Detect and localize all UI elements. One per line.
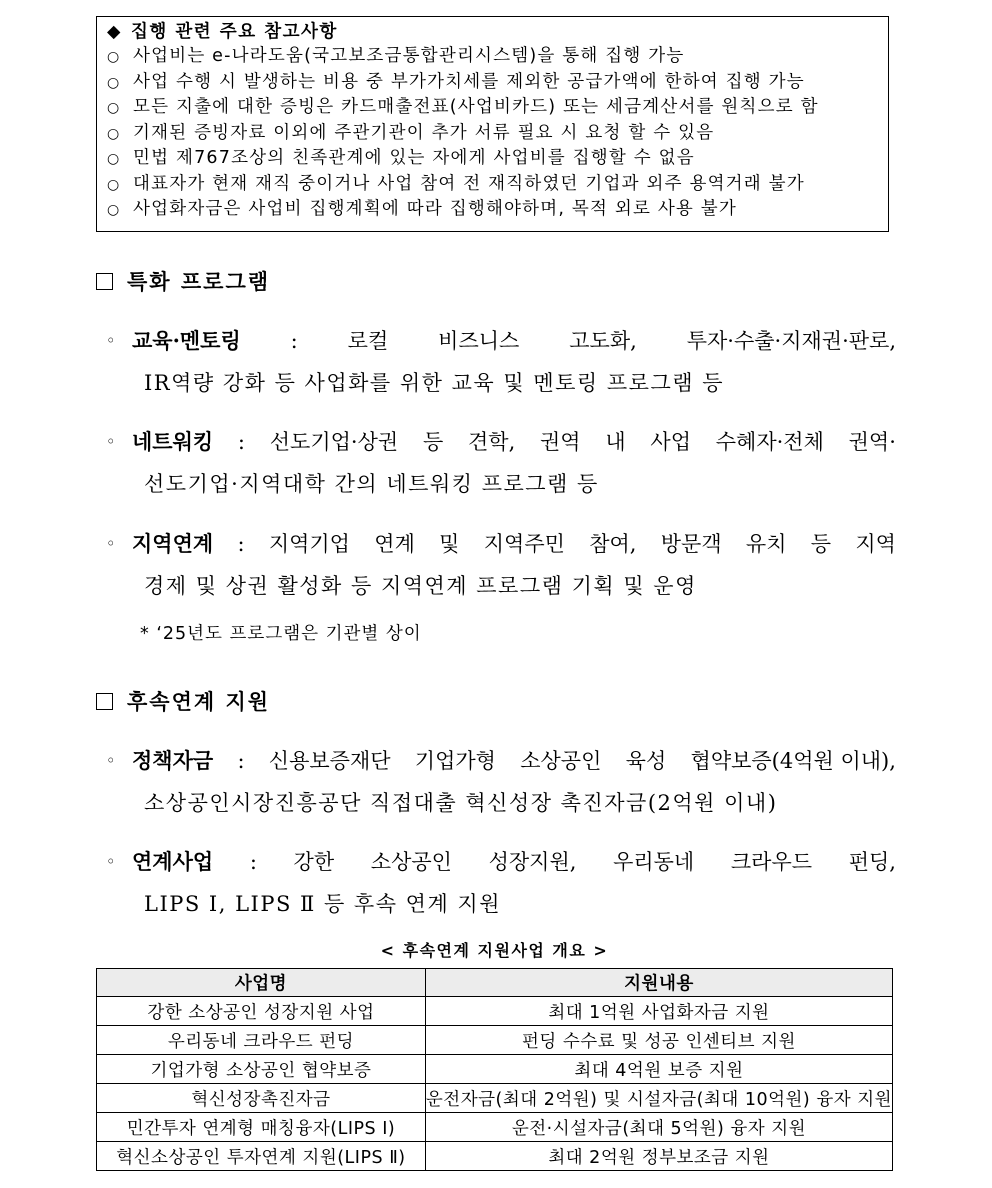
support-content-cell: 운전·시설자금(최대 5억원) 융자 지원 xyxy=(425,1113,892,1142)
note-item xyxy=(107,172,888,198)
note-item xyxy=(107,44,888,70)
circle-bullet-icon: ○ xyxy=(107,151,121,167)
table-header-row xyxy=(97,969,893,997)
program-item xyxy=(106,845,896,921)
support-content-cell: 펀딩 수수료 및 성공 인센티브 지원 xyxy=(425,1026,892,1055)
circle-bullet-icon: ○ xyxy=(107,202,121,218)
program-description-word: 등 xyxy=(422,430,444,454)
program-item xyxy=(106,527,896,603)
program-name-cell: 혁신성장촉진자금 xyxy=(97,1084,426,1113)
circle-bullet-icon: ○ xyxy=(107,74,121,91)
note-text: 기재된 증빙자료 이외에 주관기관이 추가 서류 필요 시 요청 할 수 있음 xyxy=(133,122,715,143)
support-content-cell: 운전자금(최대 2억원) 및 시설자금(최대 10억원) 융자 지원 xyxy=(425,1084,892,1113)
term-separator: : xyxy=(237,430,245,454)
small-circle-bullet-icon: ◦ xyxy=(106,331,116,350)
program-description-word: 유치 xyxy=(745,532,787,556)
program-term: 네트워킹 xyxy=(132,429,214,454)
term-separator: : xyxy=(290,329,298,353)
program-description-word: 연계 xyxy=(374,532,415,556)
support-content-cell: 최대 1억원 사업화자금 지원 xyxy=(425,997,892,1026)
program-name-cell: 기업가형 소상공인 협약보증 xyxy=(97,1055,426,1084)
program-description-word: 내 xyxy=(605,430,626,454)
program-description-continued: IR역량 강화 등 사업화를 위한 교육 및 멘토링 프로그램 등 xyxy=(144,371,724,395)
program-term: 교육·멘토링 xyxy=(132,328,241,353)
term-separator: : xyxy=(237,749,245,773)
program-name-cell: 민간투자 연계형 매칭융자(LIPS Ⅰ) xyxy=(97,1113,426,1142)
execution-notes-box xyxy=(96,16,889,232)
table-row xyxy=(97,1026,893,1055)
program-description-word: 신용보증재단 xyxy=(268,749,391,773)
program-description-word: 지역 xyxy=(855,532,896,556)
program-description-word: 비즈니스 xyxy=(438,329,520,353)
diamond-bullet-icon: ◆ xyxy=(107,22,122,42)
table-row xyxy=(97,1055,893,1084)
program-description-word: 로컬 xyxy=(347,329,389,353)
program-description-continued: 경제 및 상권 활성화 등 지역연계 프로그램 기획 및 운영 xyxy=(144,574,697,598)
note-item xyxy=(107,197,888,223)
program-name-cell: 혁신소상공인 투자연계 지원(LIPS Ⅱ) xyxy=(97,1142,426,1171)
term-separator: : xyxy=(249,850,257,874)
section-header-special-programs xyxy=(96,266,270,296)
program-term: 정책자금 xyxy=(132,748,214,773)
table-caption: < 후속연계 지원사업 개요 > xyxy=(380,941,609,960)
note-text: 대표자가 현재 재직 중이거나 사업 참여 전 재직하였던 기업과 외주 용역거래 불가 xyxy=(133,173,805,194)
program-item xyxy=(106,324,896,400)
program-description-word: 소상공인 xyxy=(520,749,602,773)
footnote: * ‘25년도 프로그램은 기관별 상이 xyxy=(140,624,422,644)
program-item xyxy=(106,744,896,820)
section-title: 후속연계 지원 xyxy=(127,689,271,714)
note-text: 사업비는 e-나라도움(국고보조금통합관리시스템)을 통해 집행 가능 xyxy=(133,46,685,66)
note-item xyxy=(107,95,888,121)
program-description-word: 참여, xyxy=(589,532,637,556)
program-description-word: 육성 xyxy=(625,749,667,773)
column-header: 지원내용 xyxy=(425,969,892,997)
program-description-word: 권역· xyxy=(848,430,896,454)
section-header-follow-up xyxy=(96,686,270,716)
program-description-word: 고도화, xyxy=(569,329,637,353)
small-circle-bullet-icon: ◦ xyxy=(106,852,116,871)
note-item xyxy=(107,146,888,172)
program-description-word: 성장지원, xyxy=(488,850,577,874)
program-description-word: 우리동네 xyxy=(613,850,695,874)
support-content-cell: 최대 4억원 보증 지원 xyxy=(425,1055,892,1084)
notes-list xyxy=(107,44,888,223)
program-name-cell: 우리동네 크라우드 펀딩 xyxy=(97,1026,426,1055)
program-description-word: 방문객 xyxy=(660,532,722,556)
program-description-word: 투자·수출·지재권·판로, xyxy=(686,329,896,353)
checkbox-square-icon xyxy=(96,273,113,290)
program-description-word: 소상공인 xyxy=(370,850,452,874)
program-description-word: 기업가형 xyxy=(414,749,496,773)
program-item xyxy=(106,425,896,501)
program-description-word: 펀딩, xyxy=(848,850,896,874)
circle-bullet-icon: ○ xyxy=(107,125,121,142)
notes-title xyxy=(107,21,888,44)
section-title: 특화 프로그램 xyxy=(127,269,271,294)
circle-bullet-icon: ○ xyxy=(107,49,121,65)
note-text: 모든 지출에 대한 증빙은 카드매출전표(사업비카드) 또는 세금계산서를 원칙으로 함 xyxy=(133,97,819,117)
program-description-continued: 소상공인시장진흥공단 직접대출 혁신성장 촉진자금(2억원 이내) xyxy=(144,791,778,815)
support-content-cell: 최대 2억원 정부보조금 지원 xyxy=(425,1142,892,1171)
program-description-word: 지역주민 xyxy=(483,532,565,556)
program-description-word: 사업 xyxy=(650,430,691,454)
table-row xyxy=(97,1142,893,1171)
program-description-word: 협약보증(4억원 이내), xyxy=(690,749,896,773)
notes-title-text: 집행 관련 주요 참고사항 xyxy=(131,22,338,42)
program-description-word: 지역기업 xyxy=(268,532,350,556)
program-description-word: 수혜자·전체 xyxy=(715,430,824,454)
program-term: 연계사업 xyxy=(132,849,214,874)
circle-bullet-icon: ○ xyxy=(107,176,121,193)
table-row xyxy=(97,1113,893,1142)
program-description-word: 등 xyxy=(810,532,832,556)
table-row xyxy=(97,1084,893,1113)
program-description-word: 견학, xyxy=(468,430,516,454)
program-description-word: 권역 xyxy=(540,430,581,454)
program-term: 지역연계 xyxy=(132,531,214,556)
program-description-continued: LIPS Ⅰ, LIPS Ⅱ 등 후속 연계 지원 xyxy=(144,892,501,916)
program-description-word: 및 xyxy=(439,532,460,556)
small-circle-bullet-icon: ◦ xyxy=(106,534,116,553)
note-item xyxy=(107,70,888,96)
note-text: 사업 수행 시 발생하는 비용 중 부가가치세를 제외한 공급가액에 한하여 집행 가능 xyxy=(133,71,805,92)
note-text: 민법 제767조상의 친족관계에 있는 자에게 사업비를 집행할 수 없음 xyxy=(133,148,695,168)
column-header: 사업명 xyxy=(97,969,426,997)
small-circle-bullet-icon: ◦ xyxy=(106,751,116,770)
program-name-cell: 강한 소상공인 성장지원 사업 xyxy=(97,997,426,1026)
table-row xyxy=(97,997,893,1026)
term-separator: : xyxy=(237,532,245,556)
note-item xyxy=(107,121,888,147)
program-description-word: 크라우드 xyxy=(730,850,813,874)
small-circle-bullet-icon: ◦ xyxy=(106,432,116,451)
program-description-continued: 선도기업·지역대학 간의 네트워킹 프로그램 등 xyxy=(144,472,599,496)
program-description-word: 선도기업·상권 xyxy=(269,430,399,454)
program-description-word: 강한 xyxy=(293,850,335,874)
support-program-table xyxy=(96,968,893,1171)
checkbox-square-icon xyxy=(96,693,113,710)
note-text: 사업화자금은 사업비 집행계획에 따라 집행해야하며, 목적 외로 사용 불가 xyxy=(133,199,738,219)
circle-bullet-icon: ○ xyxy=(107,100,121,116)
